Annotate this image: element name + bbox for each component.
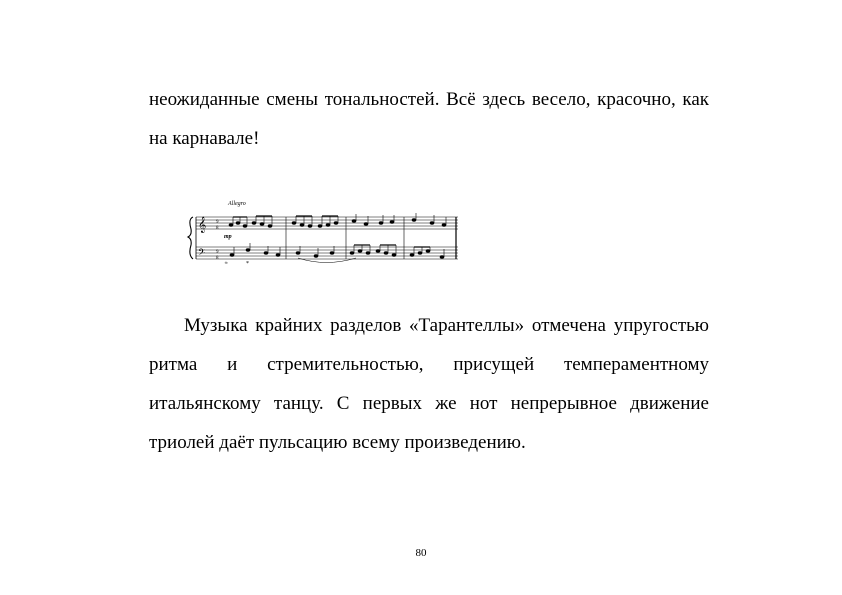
svg-text:8: 8 xyxy=(216,226,219,231)
bass-clef-icon: 𝄢 xyxy=(198,248,206,260)
music-score-excerpt xyxy=(186,195,461,265)
score-dynamic: mp xyxy=(224,234,232,240)
paragraph-continuation: неожиданные смены тональностей. Всё здесь весело, красочно, как на карнавале! xyxy=(149,89,709,149)
score-time-signature-bass: 9 xyxy=(216,250,219,255)
treble-staff xyxy=(196,217,458,229)
treble-clef-icon: 𝄞 xyxy=(198,218,207,233)
pedal-mark: 𝆮 xyxy=(224,262,228,265)
svg-text:*: * xyxy=(246,261,249,265)
score-time-signature-treble: 9 xyxy=(216,220,219,225)
page-number: 80 xyxy=(415,547,427,559)
paragraph-tarantella: Музыка крайних разделов «Тарантеллы» отмечена упругостью ритма и стремительностью, присущей темпераментному итальянскому танцу. С первых же нот непрерывное движение триолей даёт пульсацию всему произведению. xyxy=(149,315,709,453)
score-brace xyxy=(188,217,193,259)
score-tempo: Allegro xyxy=(228,201,246,207)
svg-text:8: 8 xyxy=(216,256,219,261)
